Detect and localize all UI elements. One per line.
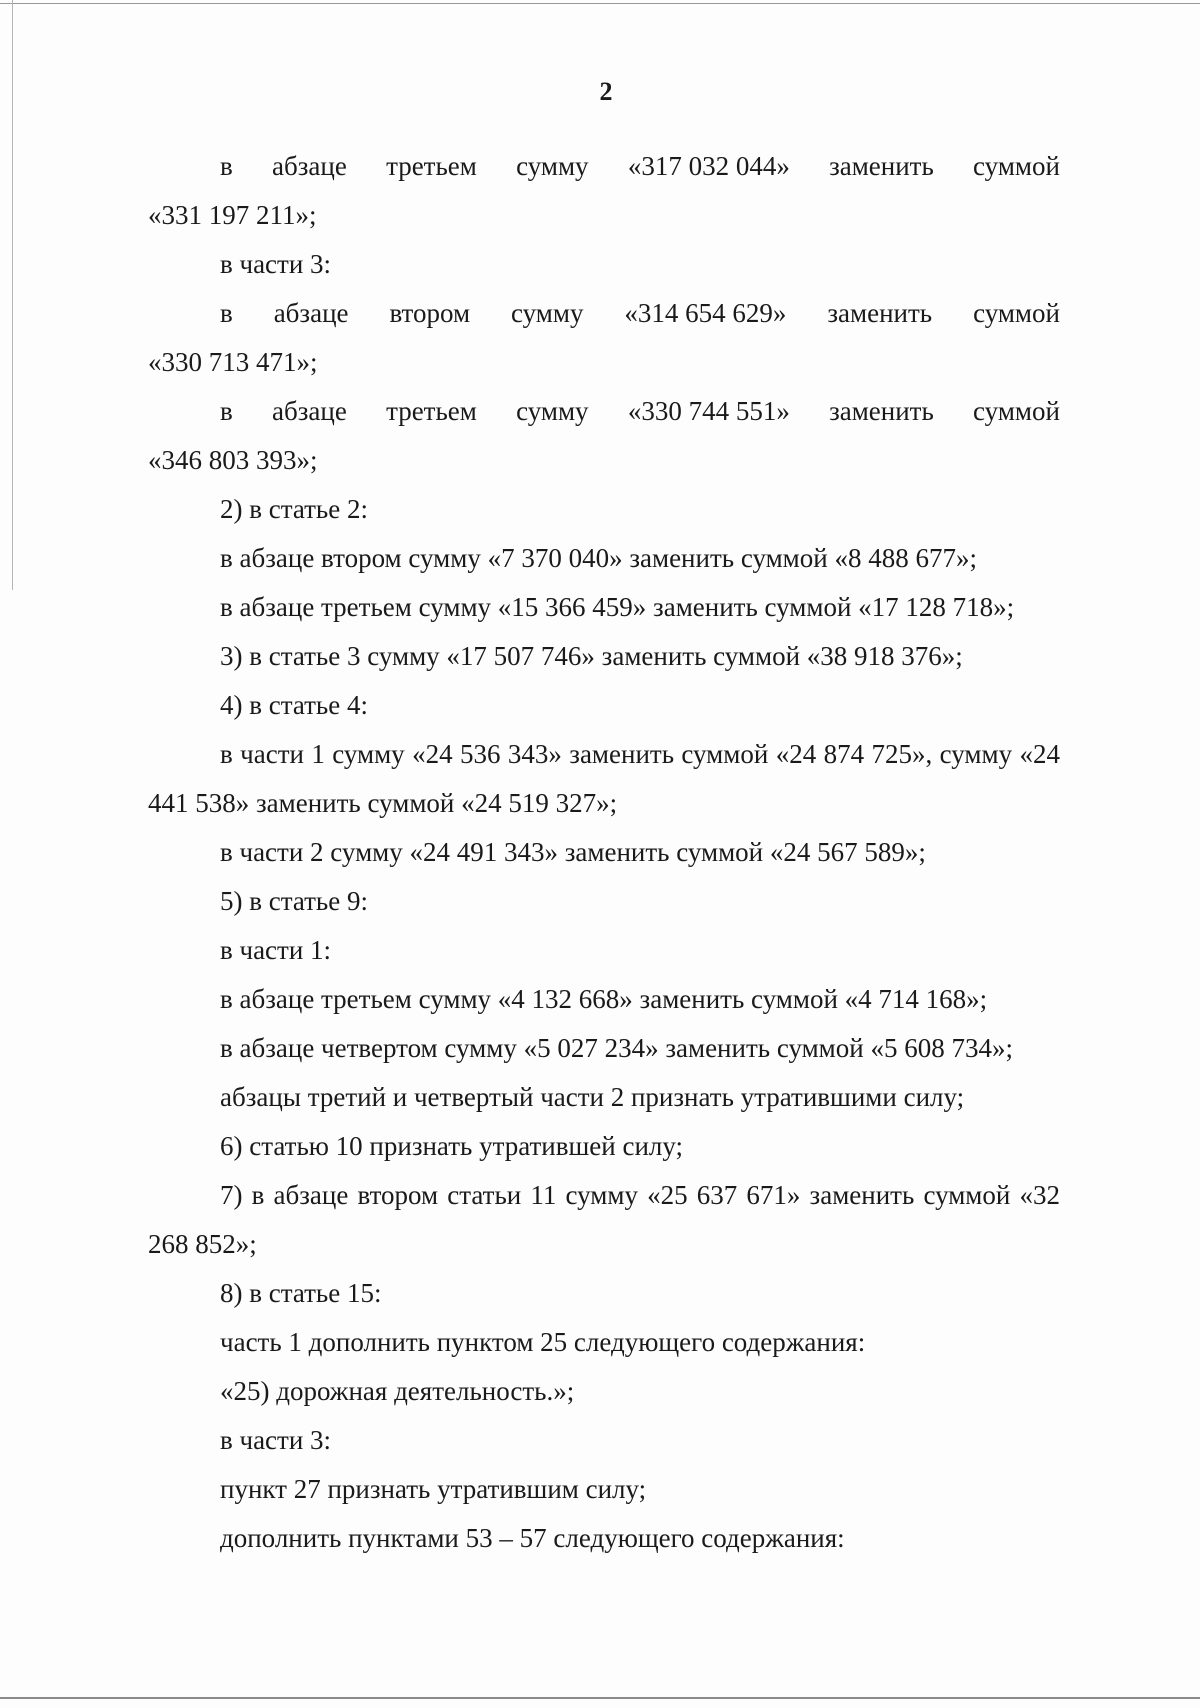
item-5-abz3: в абзаце третьем сумму «4 132 668» заменить суммой «4 714 168»; <box>220 984 988 1014</box>
page-edge-bottom <box>0 1697 1200 1699</box>
word: сумму <box>516 396 589 426</box>
word: «317 032 044» <box>627 151 790 181</box>
word: абзаце <box>272 151 347 181</box>
item-8-part3-heading: в части 3: <box>220 1425 332 1455</box>
word: «330 744 551» <box>627 396 790 426</box>
item-4-part1: в части 1 сумму «24 536 343» заменить суммой «24 874 725», сумму «24 441 538» заменить суммой «24 519 327»; <box>148 739 1060 818</box>
word: в <box>220 151 233 181</box>
paragraph-part2-abz3-continuation: «331 197 211»; <box>148 200 317 230</box>
word: сумму <box>516 151 589 181</box>
item-7: 7) в абзаце втором статьи 11 сумму «25 637 671» заменить суммой «32 268 852»; <box>148 1180 1060 1259</box>
paragraph-part3-abz2 <box>148 289 1060 338</box>
item-3: 3) в статье 3 сумму «17 507 746» заменить суммой «38 918 376»; <box>220 641 963 671</box>
word: суммой <box>973 151 1060 181</box>
word: третьем <box>386 396 477 426</box>
paragraph-part3-abz3 <box>148 387 1060 436</box>
item-5-part1-heading: в части 1: <box>220 935 332 965</box>
document-body <box>148 142 1060 1563</box>
page-edge-top <box>0 3 1200 4</box>
item-8-point27: пункт 27 признать утратившим силу; <box>220 1474 647 1504</box>
item-5-abz4: в абзаце четвертом сумму «5 027 234» заменить суммой «5 608 734»; <box>220 1033 1013 1063</box>
paragraph-part3-abz3-continuation: «346 803 393»; <box>148 445 318 475</box>
paragraph-part2-abz3 <box>148 142 1060 191</box>
paragraph-part3-heading: в части 3: <box>220 249 332 279</box>
item-2-abz3: в абзаце третьем сумму «15 366 459» заменить суммой «17 128 718»; <box>220 592 1015 622</box>
paragraph-part3-abz2-continuation: «330 713 471»; <box>148 347 318 377</box>
word: абзаце <box>273 298 349 328</box>
item-4-heading: 4) в статье 4: <box>220 690 368 720</box>
item-8-heading: 8) в статье 15: <box>220 1278 382 1308</box>
item-5-heading: 5) в статье 9: <box>220 886 368 916</box>
word: в <box>220 396 233 426</box>
item-8-quote: «25) дорожная деятельность.»; <box>220 1376 575 1406</box>
word: в <box>220 298 233 328</box>
item-5-part2: абзацы третий и четвертый части 2 признать утратившими силу; <box>220 1082 965 1112</box>
word: суммой <box>973 298 1060 328</box>
item-8-part1: часть 1 дополнить пунктом 25 следующего содержания: <box>220 1327 866 1357</box>
item-2-abz2: в абзаце втором сумму «7 370 040» заменить суммой «8 488 677»; <box>220 543 977 573</box>
word: заменить <box>827 298 933 328</box>
item-6: 6) статью 10 признать утратившей силу; <box>220 1131 684 1161</box>
word: абзаце <box>272 396 347 426</box>
item-2-heading: 2) в статье 2: <box>220 494 368 524</box>
word: третьем <box>386 151 477 181</box>
word: заменить <box>829 396 934 426</box>
word: «314 654 629» <box>624 298 787 328</box>
word: заменить <box>829 151 934 181</box>
word: суммой <box>973 396 1060 426</box>
item-4-part2: в части 2 сумму «24 491 343» заменить суммой «24 567 589»; <box>220 837 926 867</box>
page-number: 2 <box>599 77 613 106</box>
item-8-add-points: дополнить пунктами 53 – 57 следующего содержания: <box>220 1523 845 1553</box>
word: втором <box>389 298 471 328</box>
word: сумму <box>511 298 584 328</box>
